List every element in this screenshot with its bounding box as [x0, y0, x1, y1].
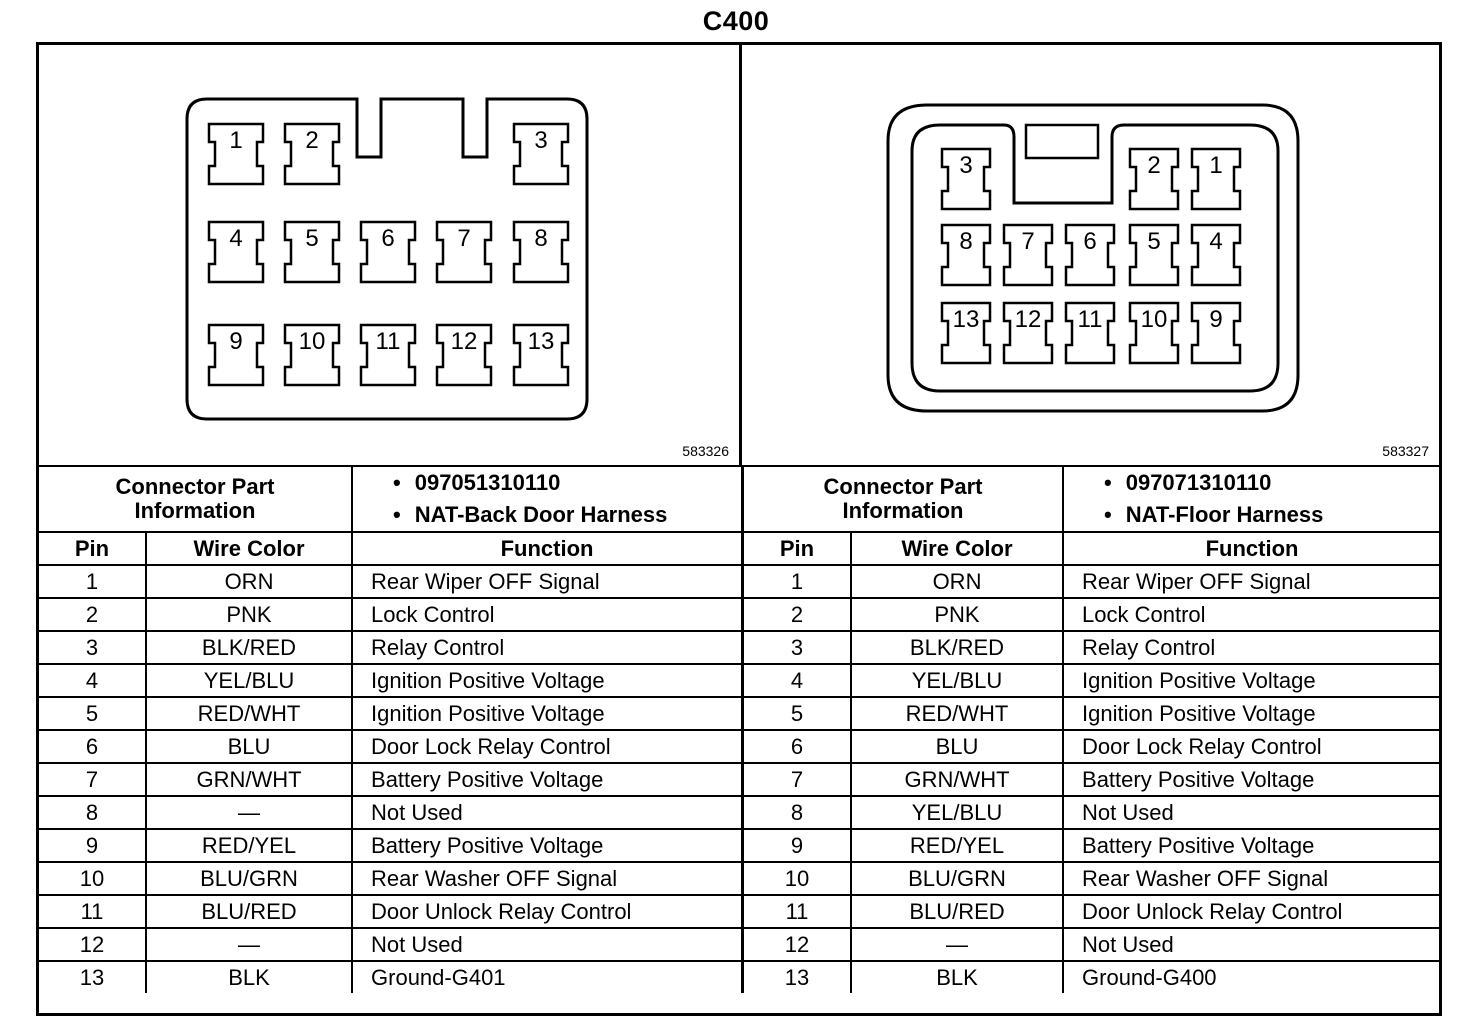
function-cell: Battery Positive Voltage: [1063, 763, 1440, 796]
wire-color-cell: YEL/BLU: [851, 664, 1063, 697]
part-info-label: Connector Part Information: [39, 466, 352, 532]
table-row: [39, 730, 742, 763]
cavity-label: 2: [1147, 152, 1161, 179]
wire-color-cell: RED/WHT: [146, 697, 352, 730]
pin-cavity: [437, 222, 491, 282]
pin-cell: 10: [39, 862, 146, 895]
function-header: Function: [1063, 532, 1440, 565]
wire-color-cell: ORN: [851, 565, 1063, 598]
pin-cavity: [361, 325, 415, 385]
table-row: [39, 664, 742, 697]
pin-cell: 3: [743, 631, 851, 664]
table-row: [743, 565, 1440, 598]
table-row: [743, 796, 1440, 829]
figure-id: 583326: [682, 443, 729, 459]
function-cell: Ignition Positive Voltage: [1063, 664, 1440, 697]
table-row: [743, 730, 1440, 763]
connector-title: C400: [702, 6, 770, 36]
cavity-group: [942, 149, 1240, 363]
cavity-label: 4: [1209, 228, 1223, 255]
wire-color-header: Wire Color: [851, 532, 1063, 565]
function-cell: Rear Washer OFF Signal: [352, 862, 742, 895]
pin-cell: 11: [743, 895, 851, 928]
wire-color-cell: RED/WHT: [851, 697, 1063, 730]
function-cell: Lock Control: [352, 598, 742, 631]
wire-color-cell: —: [851, 928, 1063, 961]
pin-cavity: [514, 124, 568, 184]
housing-outline: [187, 99, 587, 419]
function-cell: Door Unlock Relay Control: [1063, 895, 1440, 928]
wire-color-cell: —: [146, 796, 352, 829]
cavity-label: 1: [1209, 152, 1223, 179]
pin-cell: 7: [39, 763, 146, 796]
wire-color-cell: BLK/RED: [851, 631, 1063, 664]
pin-cavity: [1066, 303, 1114, 363]
wire-color-cell: BLK: [146, 961, 352, 993]
function-cell: Not Used: [352, 796, 742, 829]
wire-color-cell: PNK: [851, 598, 1063, 631]
cavity-group: [209, 124, 568, 385]
pin-header: Pin: [39, 532, 146, 565]
cavity-label: 7: [457, 225, 471, 252]
pin-cell: 3: [39, 631, 146, 664]
pin-cell: 12: [743, 928, 851, 961]
part-number: • 097071310110: [1104, 467, 1440, 499]
pin-cell: 8: [39, 796, 146, 829]
table-row: [39, 829, 742, 862]
pin-cavity: [1004, 303, 1052, 363]
function-cell: Door Lock Relay Control: [1063, 730, 1440, 763]
table-row: [743, 928, 1440, 961]
pin-cell: 1: [743, 565, 851, 598]
table-row: [39, 631, 742, 664]
pin-cell: 4: [39, 664, 146, 697]
pin-cavity: [361, 222, 415, 282]
table-row: [743, 664, 1440, 697]
function-cell: Battery Positive Voltage: [1063, 829, 1440, 862]
pin-cell: 13: [39, 961, 146, 993]
pin-cavity: [285, 124, 339, 184]
back-door-connector-diagram: [39, 45, 742, 465]
pin-cavity: [1130, 149, 1178, 209]
pin-cavity: [285, 222, 339, 282]
cavity-label: 5: [1147, 228, 1161, 255]
part-info-label: Connector Part Information: [743, 466, 1063, 532]
cavity-label: 6: [1083, 228, 1097, 255]
back-door-pinout-table: [39, 465, 743, 993]
wire-color-cell: RED/YEL: [146, 829, 352, 862]
floor-connector-face: [742, 45, 1439, 465]
figure-id: 583327: [1382, 443, 1429, 459]
wire-color-cell: BLK: [851, 961, 1063, 993]
pin-cavity: [1130, 303, 1178, 363]
pin-cell: 4: [743, 664, 851, 697]
cavity-label: 5: [305, 225, 319, 252]
function-cell: Ground-G400: [1063, 961, 1440, 993]
function-cell: Rear Wiper OFF Signal: [352, 565, 742, 598]
wire-color-cell: ORN: [146, 565, 352, 598]
pin-header: Pin: [743, 532, 851, 565]
part-info-values: [1063, 466, 1440, 532]
table-row: [39, 796, 742, 829]
table-row: [39, 763, 742, 796]
pin-cavity: [942, 149, 990, 209]
table-row: [743, 763, 1440, 796]
pin-cell: 2: [743, 598, 851, 631]
table-row: [743, 895, 1440, 928]
wire-color-header: Wire Color: [146, 532, 352, 565]
function-cell: Battery Positive Voltage: [352, 829, 742, 862]
function-cell: Ignition Positive Voltage: [352, 664, 742, 697]
cavity-label: 8: [959, 228, 973, 255]
pin-cell: 8: [743, 796, 851, 829]
wire-color-cell: GRN/WHT: [851, 763, 1063, 796]
pin-cavity: [942, 303, 990, 363]
wire-color-cell: BLU/RED: [146, 895, 352, 928]
part-number: • 097051310110: [393, 467, 741, 499]
function-cell: Relay Control: [1063, 631, 1440, 664]
cavity-label: 6: [381, 225, 395, 252]
housing-outer: [888, 105, 1298, 411]
cavity-label: 1: [229, 127, 243, 154]
function-cell: Not Used: [1063, 928, 1440, 961]
table-row: [39, 862, 742, 895]
harness-name: • NAT-Back Door Harness: [393, 499, 741, 531]
function-cell: Not Used: [352, 928, 742, 961]
table-row: [743, 631, 1440, 664]
cavity-label: 10: [298, 328, 326, 355]
cavity-label: 12: [1014, 306, 1042, 333]
cavity-label: 10: [1140, 306, 1168, 333]
header-row: [743, 532, 1440, 565]
floor-pinout-table: [742, 465, 1440, 993]
table-row: [39, 598, 742, 631]
cavity-label: 9: [229, 328, 243, 355]
pin-cavity: [514, 325, 568, 385]
floor-connector-diagram: [742, 45, 1439, 465]
pin-cavity: [209, 325, 263, 385]
pin-cavity: [1192, 303, 1240, 363]
table-row: [743, 697, 1440, 730]
cavity-label: 9: [1209, 306, 1223, 333]
pin-cavity: [942, 225, 990, 285]
back-door-connector-face: [39, 45, 739, 465]
table-row: [39, 697, 742, 730]
pin-cell: 13: [743, 961, 851, 993]
pin-cell: 2: [39, 598, 146, 631]
part-info-values: [352, 466, 742, 532]
function-cell: Ignition Positive Voltage: [352, 697, 742, 730]
cavity-label: 13: [952, 306, 980, 333]
table-row: [743, 598, 1440, 631]
part-info-row: [39, 466, 742, 532]
pin-cavity: [1130, 225, 1178, 285]
wire-color-cell: BLU/GRN: [146, 862, 352, 895]
pin-cavity: [209, 124, 263, 184]
cavity-label: 4: [229, 225, 243, 252]
pin-cavity: [514, 222, 568, 282]
function-cell: Lock Control: [1063, 598, 1440, 631]
table-row: [39, 565, 742, 598]
pin-cavity: [437, 325, 491, 385]
function-header: Function: [352, 532, 742, 565]
cavity-label: 2: [305, 127, 319, 154]
cavity-label: 11: [375, 328, 401, 355]
pin-cell: 9: [39, 829, 146, 862]
pin-cavity: [209, 222, 263, 282]
wire-color-cell: BLU/GRN: [851, 862, 1063, 895]
pin-cavity: [1004, 225, 1052, 285]
pin-cell: 11: [39, 895, 146, 928]
cavity-label: 8: [534, 225, 548, 252]
cavity-label: 3: [959, 152, 973, 179]
pin-cavity: [1192, 225, 1240, 285]
pin-cavity: [285, 325, 339, 385]
cavity-label: 13: [527, 328, 555, 355]
wire-color-cell: RED/YEL: [851, 829, 1063, 862]
table-row: [39, 895, 742, 928]
cavity-label: 12: [450, 328, 478, 355]
table-row: [39, 961, 742, 993]
function-cell: Rear Wiper OFF Signal: [1063, 565, 1440, 598]
function-cell: Not Used: [1063, 796, 1440, 829]
pin-cell: 6: [39, 730, 146, 763]
latch-window: [1026, 125, 1098, 158]
wire-color-cell: PNK: [146, 598, 352, 631]
table-row: [39, 928, 742, 961]
harness-name: • NAT-Floor Harness: [1104, 499, 1440, 531]
function-cell: Battery Positive Voltage: [352, 763, 742, 796]
wire-color-cell: BLU: [146, 730, 352, 763]
wire-color-cell: BLU/RED: [851, 895, 1063, 928]
pin-cavity: [1192, 149, 1240, 209]
function-cell: Ground-G401: [352, 961, 742, 993]
pin-cell: 5: [39, 697, 146, 730]
wire-color-cell: —: [146, 928, 352, 961]
cavity-label: 7: [1021, 228, 1035, 255]
function-cell: Door Unlock Relay Control: [352, 895, 742, 928]
function-cell: Rear Washer OFF Signal: [1063, 862, 1440, 895]
pin-cell: 1: [39, 565, 146, 598]
wire-color-cell: YEL/BLU: [146, 664, 352, 697]
table-row: [743, 862, 1440, 895]
pin-cell: 12: [39, 928, 146, 961]
pin-cell: 10: [743, 862, 851, 895]
wire-color-cell: YEL/BLU: [851, 796, 1063, 829]
wire-color-cell: BLU: [851, 730, 1063, 763]
pin-cell: 7: [743, 763, 851, 796]
function-cell: Relay Control: [352, 631, 742, 664]
part-info-row: [743, 466, 1440, 532]
table-row: [743, 961, 1440, 993]
cavity-label: 3: [534, 127, 548, 154]
pin-cell: 5: [743, 697, 851, 730]
function-cell: Ignition Positive Voltage: [1063, 697, 1440, 730]
pin-cavity: [1066, 225, 1114, 285]
connector-frame: [36, 42, 1442, 1016]
table-row: [743, 829, 1440, 862]
pin-cell: 9: [743, 829, 851, 862]
wire-color-cell: BLK/RED: [146, 631, 352, 664]
wire-color-cell: GRN/WHT: [146, 763, 352, 796]
header-row: [39, 532, 742, 565]
function-cell: Door Lock Relay Control: [352, 730, 742, 763]
pin-cell: 6: [743, 730, 851, 763]
cavity-label: 11: [1077, 306, 1103, 333]
